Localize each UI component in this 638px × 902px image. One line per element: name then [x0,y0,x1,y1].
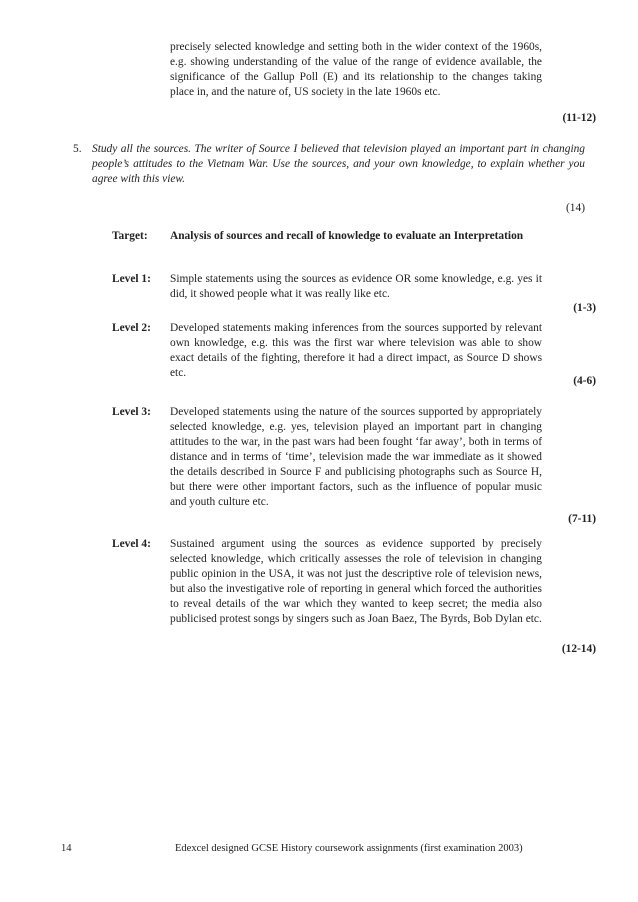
page-number: 14 [61,843,72,854]
question-total-marks: (14) [566,202,585,214]
level-1-marks: (1-3) [573,302,596,314]
previous-level-continuation: precisely selected knowledge and setting both in the wider context of the 1960s, e.g. showing understanding of the value of the range of evidence available, the significance of the Gallup Poll (E) and its relationship to the changes taking place in, and the nature of, US society in the late 1960s etc. [170,41,542,98]
level-2-marks: (4-6) [573,375,596,387]
question-number: 5. [73,143,82,155]
level-2-text: Developed statements making inferences from the sources supported by relevant own knowledge, e.g. this was the first war where television was able to show exact details of the fighting, therefore it had a direct impact, as Source D shows etc. [170,322,542,379]
level-3-label: Level 3: [112,406,151,418]
previous-level-marks: (11-12) [562,112,596,124]
level-1-label: Level 1: [112,273,151,285]
footer-text: Edexcel designed GCSE History coursework assignments (first examination 2003) [175,843,523,854]
target-text: Analysis of sources and recall of knowledge to evaluate an Interpretation [170,230,524,242]
level-4-marks: (12-14) [561,643,596,655]
question-5 [73,142,585,187]
level-1-text: Simple statements using the sources as evidence OR some knowledge, e.g. yes it did, it showed people what it was really like etc. [170,273,542,300]
level-3-text: Developed statements using the nature of the sources supported by appropriately selected knowledge, e.g. yes, television played an important part in changing attitudes to the war, in the past wars had been fought ‘far away’, both in terms of distance and in terms of ‘time’, television made the war immediate as it showed the details described in Source F and publicising photographs such as Source H, but there were other important factors, such as the influence of popular music and youth culture etc. [170,406,542,508]
level-4-label: Level 4: [112,538,151,550]
level-2-label: Level 2: [112,322,151,334]
level-3-marks: (7-11) [568,513,596,525]
question-text: Study all the sources. The writer of Source I believed that television played an important part in changing people’s attitudes to the Vietnam War. Use the sources, and your own knowledge, to explain whether you agree with this view. [92,143,585,185]
level-4-text: Sustained argument using the sources as evidence supported by precisely selected knowledge, which critically assesses the role of television in changing public opinion in the USA, it was not just the descriptive role of television news, but also the investigative role of reporting in general which forced the authorities to reveal details of the war which they wanted to keep secret; the media also publicised protest songs by singers such as Joan Baez, The Byrds, Bob Dylan etc. [170,538,542,625]
target-label: Target: [112,230,148,242]
